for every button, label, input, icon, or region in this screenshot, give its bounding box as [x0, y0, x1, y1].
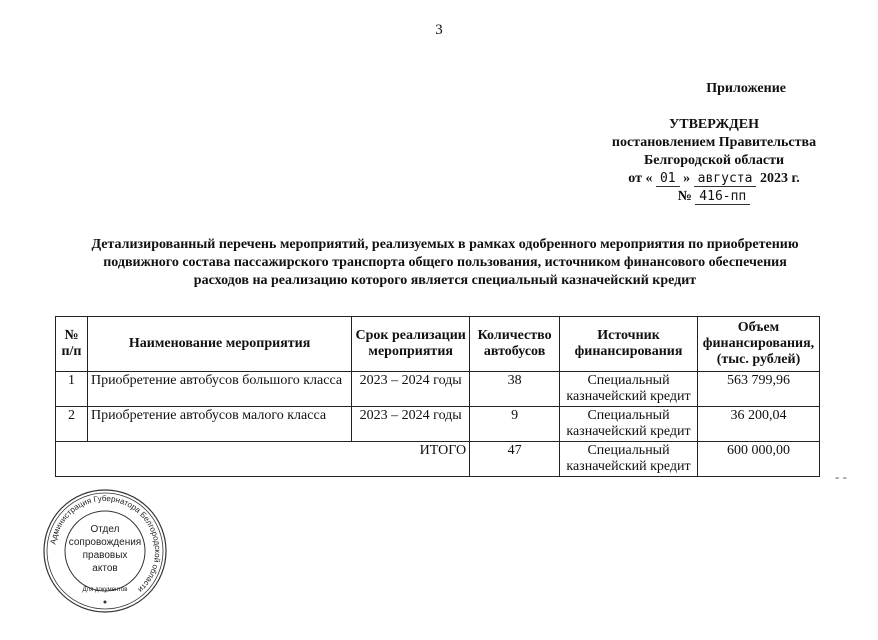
total-count: 47 [470, 442, 560, 477]
measures-table [55, 316, 820, 477]
approval-number [596, 188, 832, 206]
date-day: 01 [656, 171, 680, 187]
stamp-dot [104, 601, 107, 604]
stamp-line-2: сопровождения [68, 537, 142, 548]
stamp-ring-text: Администрация Губернатора Белгородской области [48, 493, 163, 595]
appendix-label: Приложение [706, 81, 786, 96]
row-name: Приобретение автобусов большого класса [87, 372, 351, 407]
total-label: ИТОГО [56, 442, 470, 477]
title-line-3: расходов на реализацию которого является специальный казначейский кредит [193, 273, 697, 288]
document-number: 416-пп [695, 189, 750, 205]
title-line-2: подвижного состава пассажирского транспорта общего пользования, источником финансового обеспечения [103, 255, 787, 270]
table-row [56, 372, 820, 407]
table-row [56, 407, 820, 442]
header-volume: Объем финансирования, (тыс. рублей) [697, 317, 819, 372]
approval-line-2: Белгородской области [643, 153, 785, 168]
header-name: Наименование мероприятия [87, 317, 351, 372]
document-title [60, 236, 830, 290]
official-stamp [42, 488, 168, 614]
header-source: Источник финансирования [560, 317, 698, 372]
total-volume: 600 000,00 [697, 442, 819, 477]
stamp-line-4: актов [92, 563, 118, 574]
approval-date [596, 170, 832, 188]
row-term: 2023 – 2024 годы [352, 407, 470, 442]
date-month: августа [694, 171, 757, 187]
header-num: № п/п [56, 317, 88, 372]
row-count: 9 [470, 407, 560, 442]
header-term: Срок реализации мероприятия [352, 317, 470, 372]
table-header-row [56, 317, 820, 372]
date-mid: » [683, 171, 691, 186]
number-prefix: № [677, 189, 692, 204]
total-source: Специальный казначейский кредит [560, 442, 698, 477]
approval-block [596, 80, 832, 206]
approval-line-1: постановлением Правительства [611, 135, 817, 150]
row-volume: 563 799,96 [697, 372, 819, 407]
row-source: Специальный казначейский кредит [560, 372, 698, 407]
page-number: 3 [435, 22, 443, 38]
row-volume: 36 200,04 [697, 407, 819, 442]
title-line-1: Детализированный перечень мероприятий, реализуемых в рамках одобренного мероприятия по приобретению [91, 237, 799, 252]
margin-mark: - - [835, 469, 847, 484]
stamp-line-3: правовых [82, 550, 128, 561]
approved-label: УТВЕРЖДЕН [668, 117, 760, 132]
row-term: 2023 – 2024 годы [352, 372, 470, 407]
stamp-bottom-text: Для документов [82, 587, 128, 593]
row-source: Специальный казначейский кредит [560, 407, 698, 442]
header-count: Количество автобусов [470, 317, 560, 372]
total-row [56, 442, 820, 477]
row-name: Приобретение автобусов малого класса [87, 407, 351, 442]
row-num: 2 [56, 407, 88, 442]
date-year: 2023 г. [759, 171, 800, 186]
stamp-line-1: Отдел [90, 524, 120, 535]
row-num: 1 [56, 372, 88, 407]
row-count: 38 [470, 372, 560, 407]
date-prefix: от « [628, 171, 653, 186]
